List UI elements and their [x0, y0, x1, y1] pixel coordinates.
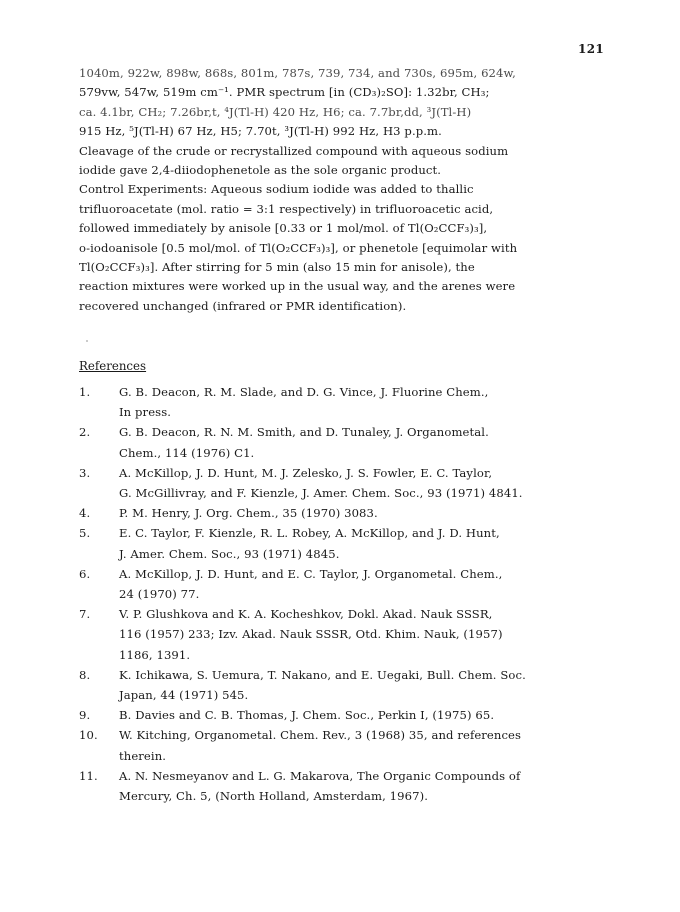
body-line: reaction mixtures were worked up in the usual way, and the arenes were — [79, 279, 516, 294]
reference-number: 4. — [79, 506, 91, 521]
reference-item — [79, 725, 639, 765]
references-heading: References — [79, 359, 147, 373]
reference-line: 1186, 1391. — [119, 647, 191, 662]
body-line: iodide gave 2,4-diiodophenetole as the sole organic product. — [79, 163, 442, 178]
references-list — [79, 382, 639, 806]
reference-item — [79, 604, 639, 665]
body-line: Tl(O₂CCF₃)₃]. After stirring for 5 min (also 15 min for anisole), the — [79, 260, 475, 275]
body-line: 579vw, 547w, 519m cm⁻¹. PMR spectrum [in (CD₃)₂SO]: 1.32br, CH₃; — [79, 85, 490, 100]
reference-line: K. Ichikawa, S. Uemura, T. Nakano, and E. Uegaki, Bull. Chem. Soc. — [119, 667, 526, 682]
reference-item — [79, 463, 639, 503]
page-number: 121 — [578, 42, 604, 56]
reference-line: E. C. Taylor, F. Kienzle, R. L. Robey, A. McKillop, and J. D. Hunt, — [119, 526, 500, 541]
reference-number: 10. — [79, 728, 98, 743]
reference-line: A. N. Nesmeyanov and L. G. Makarova, The Organic Compounds of — [119, 768, 521, 783]
reference-number: 9. — [79, 708, 91, 723]
body-line: recovered unchanged (infrared or PMR identification). — [79, 298, 407, 313]
reference-item — [79, 564, 639, 604]
reference-number: 6. — [79, 566, 91, 581]
body-line: 1040m, 922w, 898w, 868s, 801m, 787s, 739, 734, and 730s, 695m, 624w, — [79, 66, 516, 80]
reference-line: W. Kitching, Organometal. Chem. Rev., 3 (1968) 35, and references — [119, 728, 522, 743]
reference-line: G. B. Deacon, R. M. Slade, and D. G. Vince, J. Fluorine Chem., — [119, 385, 489, 399]
reference-number: 2. — [79, 425, 91, 440]
reference-line: G. McGillivray, and F. Kienzle, J. Amer. Chem. Soc., 93 (1971) 4841. — [119, 486, 523, 501]
reference-line: Mercury, Ch. 5, (North Holland, Amsterdam, 1967). — [119, 789, 428, 804]
reference-line: A. McKillop, J. D. Hunt, and E. C. Taylor, J. Organometal. Chem., — [119, 566, 503, 581]
reference-item — [79, 523, 639, 563]
reference-item — [79, 766, 639, 806]
reference-item — [79, 422, 639, 462]
reference-line: 116 (1957) 233; Izv. Akad. Nauk SSSR, Otd. Khim. Nauk, (1957) — [119, 627, 503, 642]
body-line: followed immediately by anisole [0.33 or 1 mol/mol. of Tl(O₂CCF₃)₃], — [79, 221, 488, 236]
reference-number: 11. — [79, 768, 98, 783]
body-line: trifluoroacetate (mol. ratio = 3:1 respectively) in trifluoroacetic acid, — [79, 201, 494, 216]
reference-line: A. McKillop, J. D. Hunt, M. J. Zelesko, J. S. Fowler, E. C. Taylor, — [119, 465, 493, 480]
reference-line: therein. — [119, 748, 167, 763]
reference-number: 3. — [79, 465, 91, 480]
reference-line: B. Davies and C. B. Thomas, J. Chem. Soc., Perkin I, (1975) 65. — [119, 708, 495, 723]
reference-line: P. M. Henry, J. Org. Chem., 35 (1970) 3083. — [119, 506, 378, 521]
reference-item — [79, 503, 639, 523]
reference-line: Chem., 114 (1976) C1. — [119, 445, 255, 460]
reference-item — [79, 382, 639, 422]
reference-line: In press. — [119, 405, 172, 420]
reference-number: 8. — [79, 667, 91, 682]
reference-item — [79, 705, 639, 725]
reference-line: 24 (1970) 77. — [119, 587, 200, 602]
body-line: o-iodoanisole [0.5 mol/mol. of Tl(O₂CCF₃)₃], or phenetole [equimolar with — [79, 240, 518, 255]
reference-line: G. B. Deacon, R. N. M. Smith, and D. Tunaley, J. Organometal. — [119, 425, 489, 440]
body-line: Control Experiments: Aqueous sodium iodide was added to thallic — [79, 182, 474, 197]
body-line: Cleavage of the crude or recrystallized compound with aqueous sodium — [79, 143, 509, 158]
stray-mark — [86, 340, 88, 342]
body-line: ca. 4.1br, CH₂; 7.26br,t, ⁴J(Tl-H) 420 Hz, H6; ca. 7.7br,dd, ³J(Tl-H) — [79, 104, 472, 119]
reference-line: V. P. Glushkova and K. A. Kocheshkov, Dokl. Akad. Nauk SSSR, — [119, 607, 493, 622]
reference-number: 7. — [79, 607, 91, 622]
reference-line: Japan, 44 (1971) 545. — [119, 688, 249, 703]
reference-item — [79, 665, 639, 705]
reference-line: J. Amer. Chem. Soc., 93 (1971) 4845. — [119, 546, 340, 561]
reference-number: 5. — [79, 526, 91, 541]
body-text — [79, 64, 619, 316]
body-line: 915 Hz, ⁵J(Tl-H) 67 Hz, H5; 7.70t, ³J(Tl-H) 992 Hz, H3 p.p.m. — [79, 124, 442, 139]
reference-number: 1. — [79, 385, 91, 399]
